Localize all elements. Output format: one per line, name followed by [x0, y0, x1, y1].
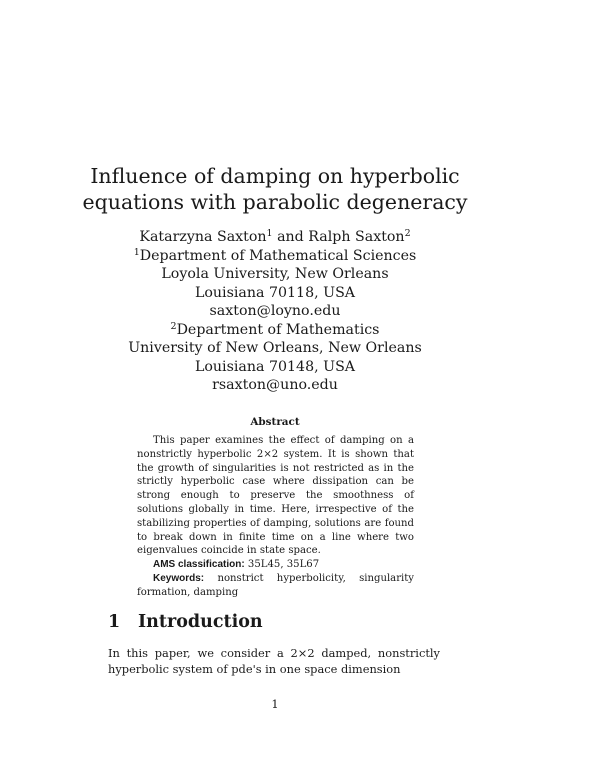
keywords-value: nonstrict hyperbolicity, singularity formation, damping: [137, 572, 415, 598]
ams-classification-value: 35L45, 35L67: [247, 559, 320, 571]
author-block: [0, 228, 550, 395]
affiliation-2-marker: 2: [170, 320, 177, 332]
affiliation-1-department: [0, 247, 550, 266]
affiliation-2-email: rsaxton@uno.edu: [212, 377, 338, 393]
keywords-label: Keywords:: [153, 572, 205, 584]
author-line: [0, 228, 550, 247]
affiliation-1-location: Louisiana 70118, USA: [194, 284, 356, 301]
section-heading-introduction: [108, 612, 263, 632]
affiliation-2-university: University of New Orleans, New Orleans: [128, 340, 422, 356]
paper-title-line-1: Influence of damping on hyperbolic: [90, 164, 460, 188]
paper-title-line-2: equations with parabolic degeneracy: [82, 190, 468, 214]
author-2-name: Ralph Saxton: [308, 229, 405, 245]
section-number: 1: [108, 612, 121, 632]
introduction-paragraph: In this paper, we consider a 2×2 damped, nonstrictly hyperbolic system of pde's in one space dimension: [108, 646, 440, 677]
author-conjunction: and: [272, 229, 309, 245]
section-title: Introduction: [138, 612, 263, 632]
affiliation-1-department-text: Department of Mathematical Sciences: [139, 247, 417, 264]
affiliation-1-email: saxton@loyno.edu: [209, 303, 341, 319]
author-1-affiliation-marker: 1: [266, 228, 273, 239]
author-2-affiliation-marker: 2: [404, 228, 411, 239]
ams-classification-label: AMS classification:: [153, 559, 245, 571]
affiliation-1-university: Loyola University, New Orleans: [161, 266, 389, 282]
affiliation-2-department-text: Department of Mathematics: [176, 321, 380, 338]
affiliation-2-location: Louisiana 70148, USA: [194, 358, 356, 375]
ams-classification: [137, 558, 414, 572]
abstract-heading: Abstract: [250, 416, 300, 428]
keywords: [137, 572, 414, 600]
abstract-text: This paper examines the effect of damping on a nonstrictly hyperbolic 2×2 system. It is shown that the growth of singularities is not restricted as in the strictly hyperbolic case where dissipation can be strong enough to preserve the smoothness of solutions globally in time. Here, irrespective of the stabilizing properties of damping, solutions are found to break down in finite time on a line where two eigenvalues coincide in state space.: [137, 435, 414, 557]
introduction-body: [108, 645, 440, 678]
affiliation-1-marker: 1: [133, 246, 140, 258]
abstract-body: [137, 434, 414, 600]
affiliation-2-department: [0, 321, 550, 340]
page-number: 1: [271, 697, 279, 711]
author-1-name: Katarzyna Saxton: [139, 229, 267, 245]
paper-title: [0, 163, 550, 215]
